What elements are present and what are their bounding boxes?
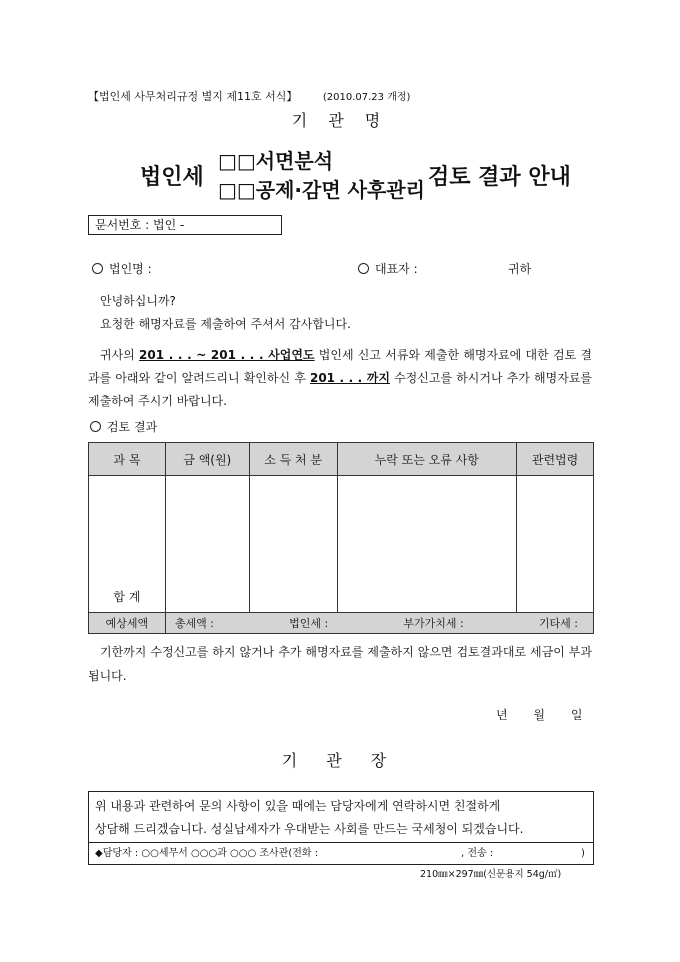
contact-close: )	[581, 848, 585, 859]
table-cell	[517, 476, 594, 613]
table-header-row	[89, 443, 594, 476]
other-tax: 기타세 :	[538, 617, 578, 630]
title-right: 검토 결과 안내	[428, 165, 571, 190]
corp-name-field	[92, 260, 152, 277]
document-number: 문서번호 : 법인 -	[88, 215, 282, 235]
table-cell	[165, 476, 249, 613]
table-cell	[337, 476, 517, 613]
greeting-line-1: 안녕하십니까?	[100, 294, 176, 308]
results-label-text: 검토 결과	[107, 420, 158, 434]
contact-line-2: 상담해 드리겠습니다. 성실납세자가 우대받는 사회를 만드는 국세청이 되겠습니다.	[95, 822, 524, 836]
col-income-disposition: 소 득 처 분	[249, 443, 337, 476]
contact-line-1: 위 내용과 관련하여 문의 사항이 있을 때에는 담당자에게 연락하시면 친절하게	[95, 799, 501, 813]
table-row	[89, 476, 594, 613]
representative-label: 대표자 :	[375, 262, 418, 276]
body-text-3: 수정신고를 하시거나 추가 해명자료를 제출하여 주시기 바랍니다.	[88, 371, 593, 408]
estimated-tax-values	[165, 613, 593, 634]
results-label	[90, 418, 157, 435]
contact-fax: , 전송 :	[461, 848, 494, 859]
col-omission-errors: 누락 또는 오류 사항	[337, 443, 517, 476]
agency-chief: 기 관 장	[281, 751, 399, 770]
circle-bullet-icon	[358, 263, 369, 274]
contact-person: ◆담당자 : ○○세무서 ○○○과 ○○○ 조사관(전화 :	[95, 848, 319, 859]
contact-person-row	[89, 842, 593, 863]
total-cell	[89, 476, 166, 613]
estimated-tax-row	[89, 613, 594, 634]
corp-name-label: 법인명 :	[109, 262, 152, 276]
fiscal-period: 201 . . . ~ 201 . . . 사업연도	[139, 348, 315, 362]
organization-name: 기 관 명	[291, 111, 389, 130]
title-option-analysis: □□서면분석	[218, 149, 334, 173]
table-cell	[249, 476, 337, 613]
paper-spec: 210㎜×297㎜(신문용지 54g/㎡)	[420, 869, 562, 880]
notice-paragraph: 기한까지 수정신고를 하지 않거나 추가 해명자료를 제출하지 않으면 검토결과대로 세금이 부과됩니다.	[88, 645, 592, 683]
greeting-line-2: 요청한 해명자료를 제출하여 주셔서 감사합니다.	[100, 317, 351, 331]
date-line: 년 월 일	[496, 708, 583, 722]
corp-tax: 법인세 :	[289, 617, 329, 630]
total-tax: 총세액 :	[174, 617, 214, 630]
deadline: 201 . . . 까지	[309, 371, 390, 385]
col-amount: 금 액(원)	[165, 443, 249, 476]
title-option-deduction: □□공제·감면 사후관리	[218, 178, 425, 202]
revision-date: (2010.07.23 개정)	[322, 92, 411, 103]
representative-field	[358, 260, 418, 277]
circle-bullet-icon	[92, 263, 103, 274]
results-table	[88, 442, 594, 634]
body-paragraph	[88, 344, 592, 413]
title-left: 법인세	[140, 165, 204, 190]
circle-bullet-icon	[90, 421, 101, 432]
total-label: 합 계	[113, 590, 141, 604]
form-ref-text: 【법인세 사무처리규정 별지 제11호 서식】	[88, 90, 298, 103]
estimated-tax-label: 예상세액	[89, 613, 166, 634]
contact-box	[88, 791, 594, 865]
form-reference	[88, 88, 410, 104]
col-subject: 과 목	[89, 443, 166, 476]
body-text-2: 법인세 신고 서류와 제출한 해명자료에 대한 검토 결과를 아래와 같이 알려드리니 확인하신 후	[88, 348, 593, 385]
col-related-laws: 관련법령	[517, 443, 594, 476]
body-text-1: 귀사의	[100, 348, 140, 362]
vat: 부가가치세 :	[403, 617, 464, 630]
honorific: 귀하	[508, 262, 532, 276]
